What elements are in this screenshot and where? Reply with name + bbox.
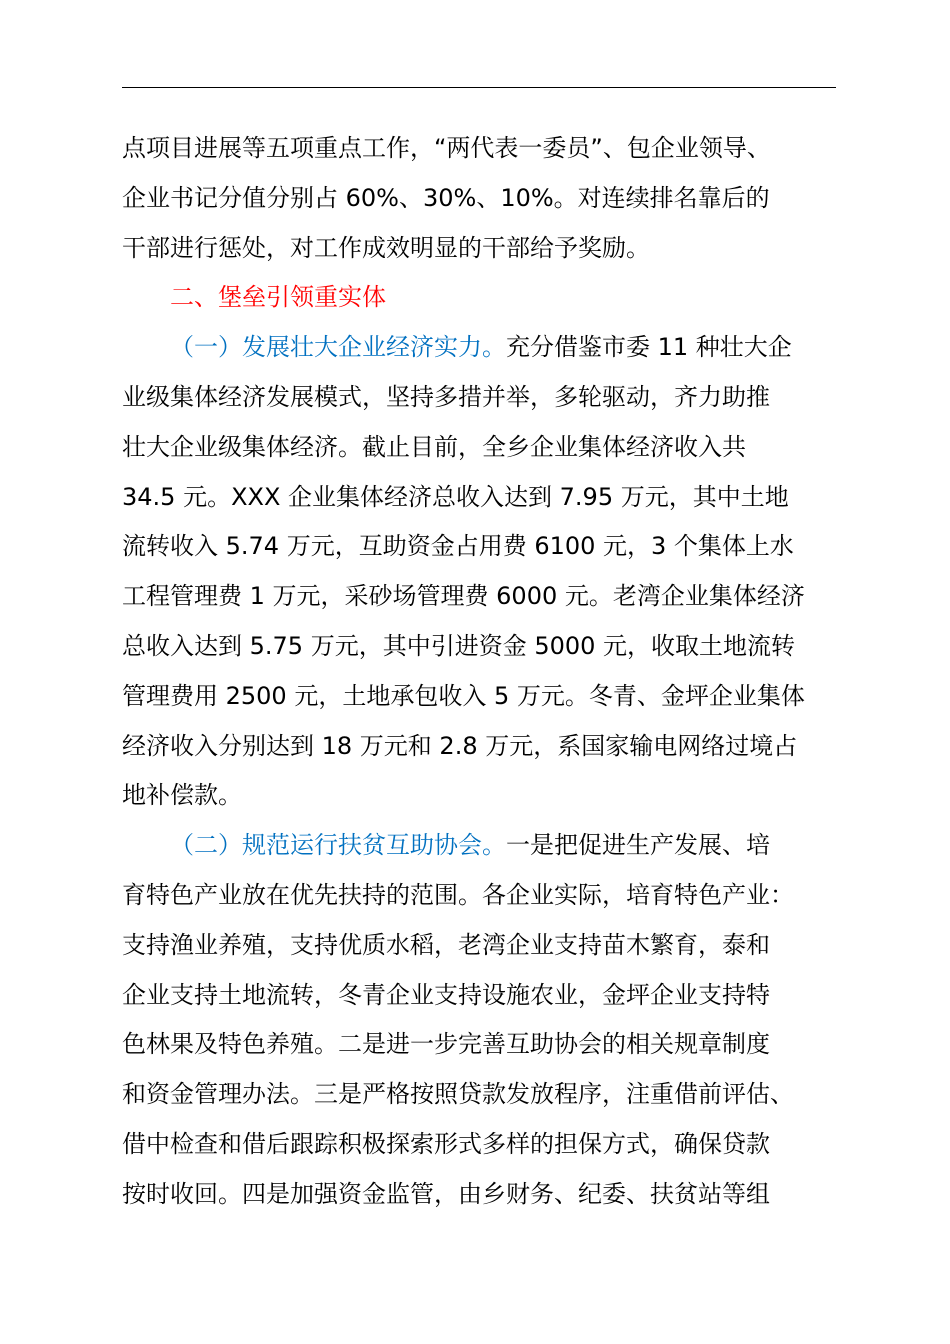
paragraph-line: 支持渔业养殖，支持优质水稻，老湾企业支持苗木繁育，泰和: [122, 930, 770, 959]
subsection-first-line: [122, 323, 838, 373]
paragraph-text: 充分借鉴市委 11 种壮大企: [506, 333, 792, 362]
paragraph-text: 一是把促进生产发展、培: [506, 831, 770, 860]
document-body: [122, 124, 838, 1220]
paragraph-line: 经济收入分别达到 18 万元和 2.8 万元，系国家输电网络过境占: [122, 731, 798, 760]
paragraph-line: 企业支持土地流转，冬青企业支持设施农业，金坪企业支持特: [122, 980, 770, 1009]
paragraph-line: 按时收回。四是加强资金监管，由乡财务、纪委、扶贫站等组: [122, 1179, 770, 1208]
paragraph-line: 总收入达到 5.75 万元，其中引进资金 5000 元，收取土地流转: [122, 631, 796, 660]
paragraph-line: 业级集体经济发展模式，坚持多措并举，多轮驱动，齐力助推: [122, 382, 770, 411]
paragraph-line: 壮大企业级集体经济。截止目前，全乡企业集体经济收入共: [122, 432, 746, 461]
paragraph-line: 借中检查和借后跟踪积极探索形式多样的担保方式，确保贷款: [122, 1129, 770, 1158]
paragraph-line: 工程管理费 1 万元，采砂场管理费 6000 元。老湾企业集体经济: [122, 582, 805, 611]
paragraph-line: 干部进行惩处，对工作成效明显的干部给予奖励。: [122, 233, 650, 262]
paragraph-line: 和资金管理办法。三是严格按照贷款发放程序，注重借前评估、: [122, 1080, 794, 1109]
subsection-heading: （二）规范运行扶贫互助协会。: [170, 831, 506, 860]
section-heading: 二、堡垒引领重实体: [170, 283, 386, 312]
paragraph-line: 流转收入 5.74 万元，互助资金占用费 6100 元，3 个集体上水: [122, 532, 794, 561]
paragraph-line: 34.5 元。XXX 企业集体经济总收入达到 7.95 万元，其中土地: [122, 482, 789, 511]
paragraph-line: 色林果及特色养殖。二是进一步完善互助协会的相关规章制度: [122, 1030, 770, 1059]
paragraph-line: 企业书记分值分别占 60%、30%、10%。对连续排名靠后的: [122, 183, 770, 212]
paragraph-line: 地补偿款。: [122, 781, 242, 810]
paragraph-line: 管理费用 2500 元，土地承包收入 5 万元。冬青、金坪企业集体: [122, 681, 805, 710]
subsection-first-line: [122, 821, 838, 871]
subsection-heading: （一）发展壮大企业经济实力。: [170, 333, 506, 362]
paragraph-line: 点项目进展等五项重点工作，“两代表一委员”、包企业领导、: [122, 134, 771, 162]
paragraph-line: 育特色产业放在优先扶持的范围。各企业实际，培育特色产业：: [122, 880, 794, 909]
header-rule: [122, 87, 836, 88]
